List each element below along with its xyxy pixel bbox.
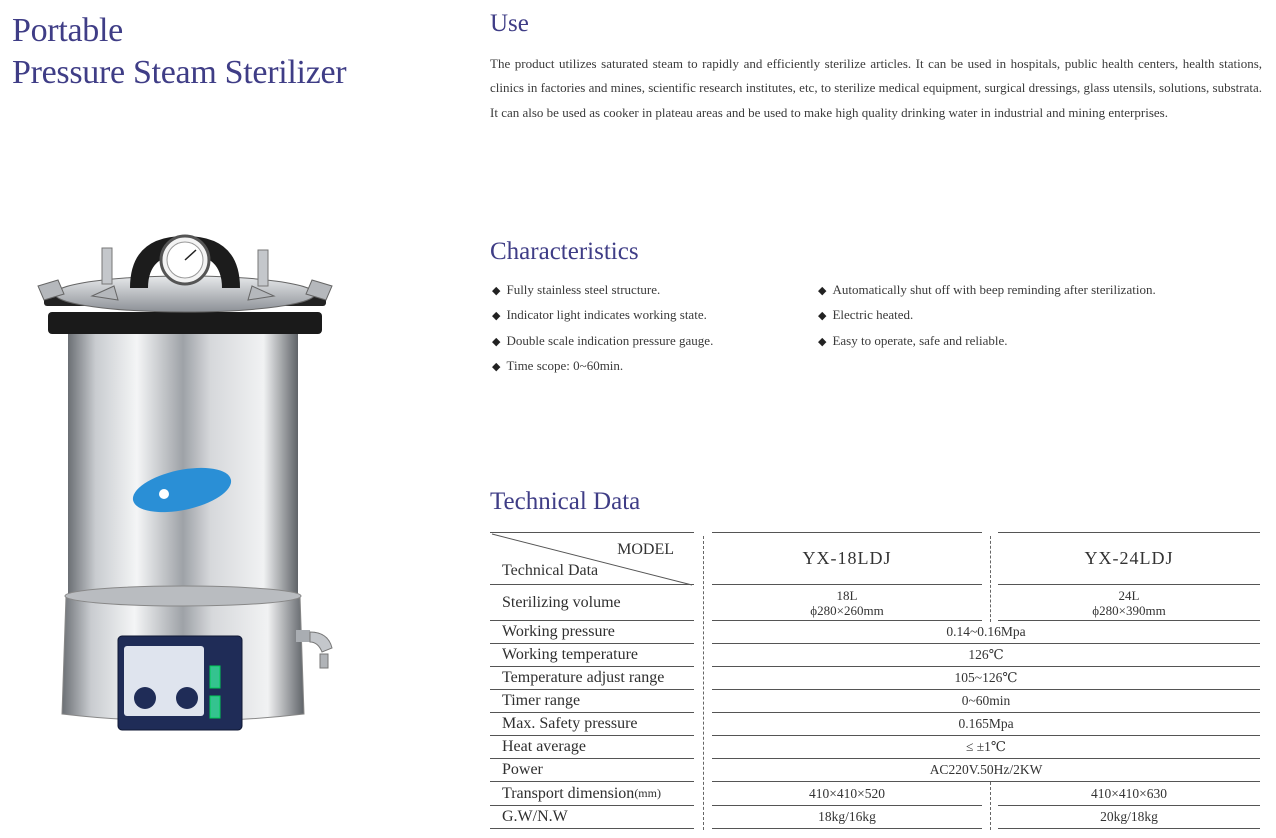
- characteristic-item: ◆ Easy to operate, safe and reliable.: [818, 329, 1156, 354]
- table-header-row: [490, 532, 1260, 585]
- characteristic-item: ◆ Indicator light indicates working state.: [492, 303, 713, 328]
- table-cell: ≤ ±1℃: [712, 736, 1260, 759]
- table-row: [490, 585, 1260, 621]
- row-label-unit: (mm): [634, 786, 661, 800]
- table-row: [490, 690, 1260, 713]
- row-label: Max. Safety pressure: [490, 713, 694, 736]
- characteristic-item: ◆ Automatically shut off with beep reminding after sterilization.: [818, 278, 1156, 303]
- cell-value: 24L: [1118, 587, 1140, 603]
- sterilizer-product-image: [30, 228, 350, 738]
- row-label: G.W/N.W: [490, 806, 694, 829]
- use-heading: Use: [490, 10, 529, 37]
- characteristics-list-right: [818, 278, 1156, 354]
- row-label: Timer range: [490, 690, 694, 713]
- row-label: Power: [490, 759, 694, 782]
- table-cell: [712, 585, 982, 621]
- table-row: [490, 782, 1260, 806]
- header-technical-data-label: Technical Data: [502, 562, 599, 579]
- table-cell: 18kg/16kg: [712, 806, 982, 829]
- characteristic-item: ◆ Electric heated.: [818, 303, 1156, 328]
- cell-value: 18L: [836, 587, 858, 603]
- table-cell: AC220V.50Hz/2KW: [712, 759, 1260, 782]
- characteristic-item: ◆ Double scale indication pressure gauge.: [492, 329, 713, 354]
- table-row: [490, 667, 1260, 690]
- table-cell: 0.165Mpa: [712, 713, 1260, 736]
- table-cell: 20kg/18kg: [998, 806, 1260, 829]
- table-row: [490, 621, 1260, 644]
- cell-value: ϕ280×390mm: [1092, 602, 1166, 618]
- table-cell: 126℃: [712, 644, 1260, 667]
- use-paragraph: The product utilizes saturated steam to rapidly and efficiently sterilize articles. It can be used in hospitals, public health centers, health stations, clinics in factories and mines, scientific research institutes, etc, to sterilize medical equipment, surgical dressings, glass utensils, solutions, substrata. It can also be used as cooker in plateau areas and be used to make high quality drinking water in industrial and mining enterprises.: [490, 56, 1262, 120]
- title-line-1: Portable: [12, 12, 123, 49]
- row-label: Heat average: [490, 736, 694, 759]
- row-label: Working temperature: [490, 644, 694, 667]
- characteristics-heading: Characteristics: [490, 238, 639, 265]
- technical-data-heading: Technical Data: [490, 488, 641, 515]
- characteristics-list-left: [492, 278, 713, 379]
- model-cell: [712, 532, 982, 585]
- header-model-label: MODEL: [617, 541, 674, 558]
- row-label: [490, 782, 694, 806]
- model-name: YX-18LDJ: [802, 548, 892, 568]
- row-label: Sterilizing volume: [490, 585, 694, 621]
- cell-value: ϕ280×260mm: [810, 602, 884, 618]
- table-row: [490, 736, 1260, 759]
- row-label: Temperature adjust range: [490, 667, 694, 690]
- page-title: [12, 10, 346, 94]
- table-cell: 0.14~0.16Mpa: [712, 621, 1260, 644]
- model-name: YX-24LDJ: [1084, 548, 1174, 568]
- table-row: [490, 806, 1260, 829]
- row-label: Working pressure: [490, 621, 694, 644]
- table-cell: 410×410×630: [998, 782, 1260, 806]
- table-cell: 105~126℃: [712, 667, 1260, 690]
- table-cell: 410×410×520: [712, 782, 982, 806]
- header-diagonal-cell: [490, 532, 694, 585]
- characteristic-item: ◆ Fully stainless steel structure.: [492, 278, 713, 303]
- title-line-2: Pressure Steam Sterilizer: [12, 54, 347, 91]
- table-row: [490, 713, 1260, 736]
- table-row: [490, 759, 1260, 782]
- model-cell: [998, 532, 1260, 585]
- table-row: [490, 644, 1260, 667]
- table-cell: 0~60min: [712, 690, 1260, 713]
- row-label-text: Transport dimension: [502, 784, 635, 802]
- characteristic-item: ◆ Time scope: 0~60min.: [492, 354, 713, 379]
- table-cell: [998, 585, 1260, 621]
